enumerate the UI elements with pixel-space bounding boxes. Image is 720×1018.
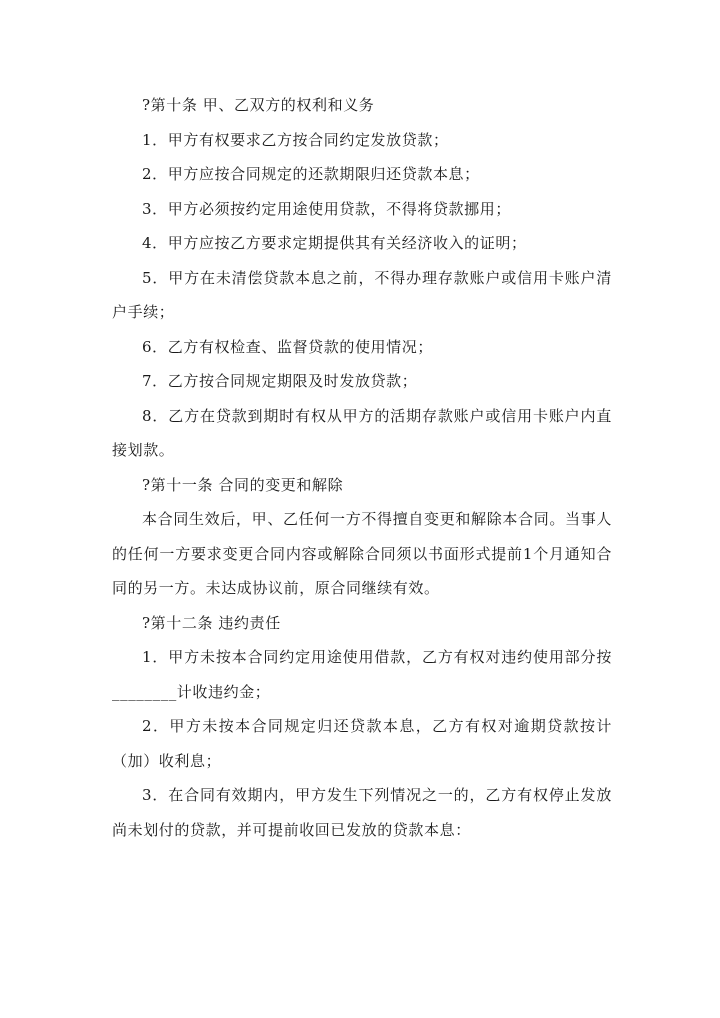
clause-12-2: 2．甲方未按本合同规定归还贷款本息，乙方有权对逾期贷款按计（加）收利息； xyxy=(112,717,612,770)
contract-text xyxy=(112,88,612,847)
clause-10-1: 1．甲方有权要求乙方按合同约定发放贷款； xyxy=(142,130,449,149)
article-11-body: 本合同生效后，甲、乙任何一方不得擅自变更和解除本合同。当事人的任何一方要求变更合同内容或解除合同须以书面形式提前1个月通知合同的另一方。未达成协议前，原合同继续有效。 xyxy=(112,510,612,597)
clause-10-7: 7．乙方按合同规定期限及时发放贷款； xyxy=(142,372,418,390)
clause-10-8: 8．乙方在贷款到期时有权从甲方的活期存款账户或信用卡账户内直接划款。 xyxy=(112,406,612,459)
clause-12-1: 1．甲方未按本合同约定用途使用借款，乙方有权对违约使用部分按________计收违约金； xyxy=(112,648,612,701)
clause-10-4: 4．甲方应按乙方要求定期提供其有关经济收入的证明； xyxy=(142,234,527,252)
clause-12-3: 3．在合同有效期内，甲方发生下列情况之一的，乙方有权停止发放尚未划付的贷款，并可提前收回已发放的贷款本息： xyxy=(112,786,612,839)
clause-10-3: 3．甲方必须按约定用途使用贷款，不得将贷款挪用； xyxy=(142,199,511,218)
article-10-heading: ?第十条 甲、乙双方的权利和义务 xyxy=(142,96,375,114)
clause-10-2: 2．甲方应按合同规定的还款期限归还贷款本息； xyxy=(142,165,480,183)
clause-10-5: 5．甲方在未清偿贷款本息之前，不得办理存款账户或信用卡账户清户手续； xyxy=(112,268,612,321)
article-12-heading: ?第十二条 违约责任 xyxy=(142,613,281,632)
clause-10-6: 6．乙方有权检查、监督贷款的使用情况； xyxy=(142,337,433,356)
article-11-heading: ?第十一条 合同的变更和解除 xyxy=(142,475,344,494)
